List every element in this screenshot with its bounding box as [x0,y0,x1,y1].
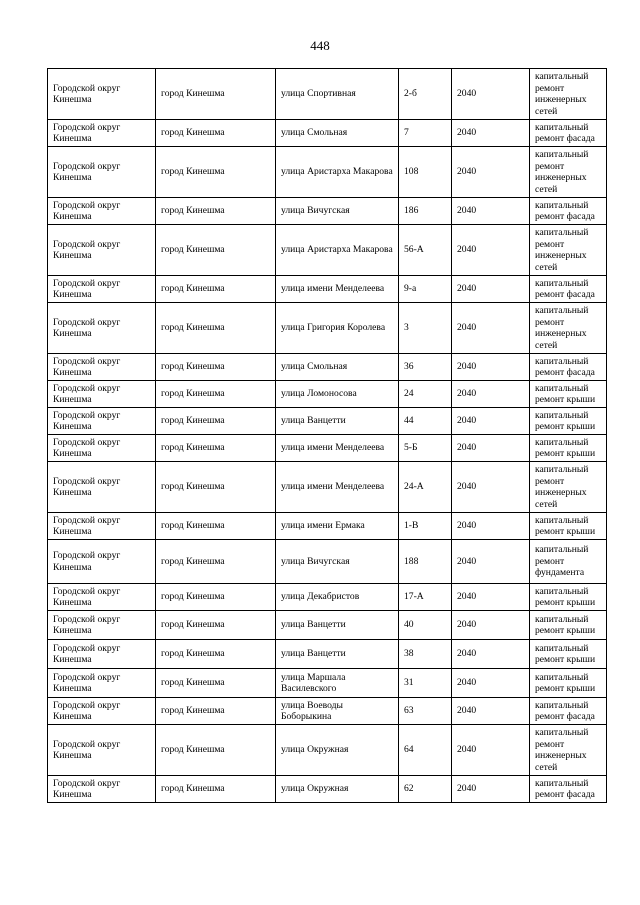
year-cell: 2040 [452,540,530,584]
work-type-cell: капитальный ремонт крыши [530,513,607,540]
year-cell: 2040 [452,776,530,803]
work-type-cell: капитальный ремонт крыши [530,584,607,611]
work-type-cell: капитальный ремонт крыши [530,611,607,640]
street-cell: улица Вичугская [276,198,399,225]
work-type-cell: капитальный ремонт фасада [530,698,607,725]
district-cell: Городской округ Кинешма [48,198,156,225]
work-type-cell: капитальный ремонт инженерных сетей [530,303,607,354]
street-cell: улица Вичугская [276,540,399,584]
city-cell: город Кинешма [156,513,276,540]
house-number-cell: 186 [399,198,452,225]
year-cell: 2040 [452,225,530,276]
table-row [48,120,607,147]
year-cell: 2040 [452,640,530,669]
city-cell: город Кинешма [156,69,276,120]
house-number-cell: 62 [399,776,452,803]
table-row [48,584,607,611]
work-type-cell: капитальный ремонт фасада [530,354,607,381]
work-type-cell: капитальный ремонт инженерных сетей [530,462,607,513]
year-cell: 2040 [452,698,530,725]
work-type-cell: капитальный ремонт крыши [530,435,607,462]
work-type-cell: капитальный ремонт инженерных сетей [530,69,607,120]
year-cell: 2040 [452,513,530,540]
city-cell: город Кинешма [156,725,276,776]
table-row [48,513,607,540]
district-cell: Городской округ Кинешма [48,462,156,513]
city-cell: город Кинешма [156,611,276,640]
table-row [48,540,607,584]
city-cell: город Кинешма [156,354,276,381]
district-cell: Городской округ Кинешма [48,776,156,803]
house-number-cell: 36 [399,354,452,381]
city-cell: город Кинешма [156,198,276,225]
street-cell: улица имени Менделеева [276,276,399,303]
city-cell: город Кинешма [156,225,276,276]
house-number-cell: 17-А [399,584,452,611]
work-type-cell: капитальный ремонт фундамента [530,540,607,584]
table-row [48,354,607,381]
house-number-cell: 64 [399,725,452,776]
table-row [48,776,607,803]
house-number-cell: 44 [399,408,452,435]
year-cell: 2040 [452,147,530,198]
year-cell: 2040 [452,198,530,225]
house-number-cell: 31 [399,669,452,698]
district-cell: Городской округ Кинешма [48,640,156,669]
work-type-cell: капитальный ремонт фасада [530,276,607,303]
district-cell: Городской округ Кинешма [48,120,156,147]
house-number-cell: 38 [399,640,452,669]
table-row [48,669,607,698]
table-row [48,147,607,198]
year-cell: 2040 [452,381,530,408]
table-row [48,381,607,408]
city-cell: город Кинешма [156,776,276,803]
year-cell: 2040 [452,611,530,640]
house-number-cell: 24-А [399,462,452,513]
city-cell: город Кинешма [156,540,276,584]
city-cell: город Кинешма [156,698,276,725]
district-cell: Городской округ Кинешма [48,611,156,640]
house-number-cell: 56-А [399,225,452,276]
house-number-cell: 24 [399,381,452,408]
work-type-cell: капитальный ремонт инженерных сетей [530,725,607,776]
district-cell: Городской округ Кинешма [48,408,156,435]
house-number-cell: 1-В [399,513,452,540]
street-cell: улица Маршала Василевского [276,669,399,698]
city-cell: город Кинешма [156,381,276,408]
city-cell: город Кинешма [156,303,276,354]
city-cell: город Кинешма [156,276,276,303]
street-cell: улица Смольная [276,354,399,381]
year-cell: 2040 [452,462,530,513]
street-cell: улица Ванцетти [276,611,399,640]
district-cell: Городской округ Кинешма [48,276,156,303]
district-cell: Городской округ Кинешма [48,584,156,611]
district-cell: Городской округ Кинешма [48,513,156,540]
work-type-cell: капитальный ремонт фасада [530,120,607,147]
table-row [48,408,607,435]
table-row [48,276,607,303]
district-cell: Городской округ Кинешма [48,435,156,462]
city-cell: город Кинешма [156,408,276,435]
district-cell: Городской округ Кинешма [48,669,156,698]
house-number-cell: 5-Б [399,435,452,462]
work-type-cell: капитальный ремонт инженерных сетей [530,225,607,276]
district-cell: Городской округ Кинешма [48,725,156,776]
year-cell: 2040 [452,435,530,462]
city-cell: город Кинешма [156,462,276,513]
year-cell: 2040 [452,354,530,381]
district-cell: Городской округ Кинешма [48,303,156,354]
year-cell: 2040 [452,69,530,120]
street-cell: улица имени Менделеева [276,462,399,513]
district-cell: Городской округ Кинешма [48,69,156,120]
street-cell: улица имени Ермака [276,513,399,540]
house-number-cell: 188 [399,540,452,584]
registry-table [47,68,607,803]
street-cell: улица Ванцетти [276,640,399,669]
work-type-cell: капитальный ремонт крыши [530,669,607,698]
table-row [48,303,607,354]
district-cell: Городской округ Кинешма [48,225,156,276]
year-cell: 2040 [452,669,530,698]
work-type-cell: капитальный ремонт крыши [530,640,607,669]
table-row [48,462,607,513]
house-number-cell: 40 [399,611,452,640]
year-cell: 2040 [452,276,530,303]
table-row [48,225,607,276]
district-cell: Городской округ Кинешма [48,381,156,408]
street-cell: улица Аристарха Макарова [276,225,399,276]
year-cell: 2040 [452,303,530,354]
street-cell: улица Смольная [276,120,399,147]
work-type-cell: капитальный ремонт инженерных сетей [530,147,607,198]
house-number-cell: 9-а [399,276,452,303]
year-cell: 2040 [452,120,530,147]
street-cell: улица Аристарха Макарова [276,147,399,198]
table-row [48,725,607,776]
year-cell: 2040 [452,584,530,611]
district-cell: Городской округ Кинешма [48,540,156,584]
street-cell: улица имени Менделеева [276,435,399,462]
street-cell: улица Окружная [276,725,399,776]
street-cell: улица Григория Королева [276,303,399,354]
year-cell: 2040 [452,408,530,435]
table-row [48,198,607,225]
city-cell: город Кинешма [156,120,276,147]
street-cell: улица Ванцетти [276,408,399,435]
city-cell: город Кинешма [156,435,276,462]
district-cell: Городской округ Кинешма [48,147,156,198]
page-number: 448 [310,38,330,53]
work-type-cell: капитальный ремонт фасада [530,776,607,803]
district-cell: Городской округ Кинешма [48,354,156,381]
registry-table-body [48,69,607,803]
year-cell: 2040 [452,725,530,776]
table-row [48,698,607,725]
table-row [48,640,607,669]
table-row [48,435,607,462]
city-cell: город Кинешма [156,640,276,669]
street-cell: улица Воеводы Боборыкина [276,698,399,725]
district-cell: Городской округ Кинешма [48,698,156,725]
house-number-cell: 3 [399,303,452,354]
table-row [48,611,607,640]
street-cell: улица Ломоносова [276,381,399,408]
table-row [48,69,607,120]
house-number-cell: 63 [399,698,452,725]
street-cell: улица Окружная [276,776,399,803]
city-cell: город Кинешма [156,584,276,611]
work-type-cell: капитальный ремонт крыши [530,408,607,435]
street-cell: улица Декабристов [276,584,399,611]
house-number-cell: 108 [399,147,452,198]
work-type-cell: капитальный ремонт фасада [530,198,607,225]
work-type-cell: капитальный ремонт крыши [530,381,607,408]
house-number-cell: 2-б [399,69,452,120]
city-cell: город Кинешма [156,147,276,198]
city-cell: город Кинешма [156,669,276,698]
house-number-cell: 7 [399,120,452,147]
street-cell: улица Спортивная [276,69,399,120]
